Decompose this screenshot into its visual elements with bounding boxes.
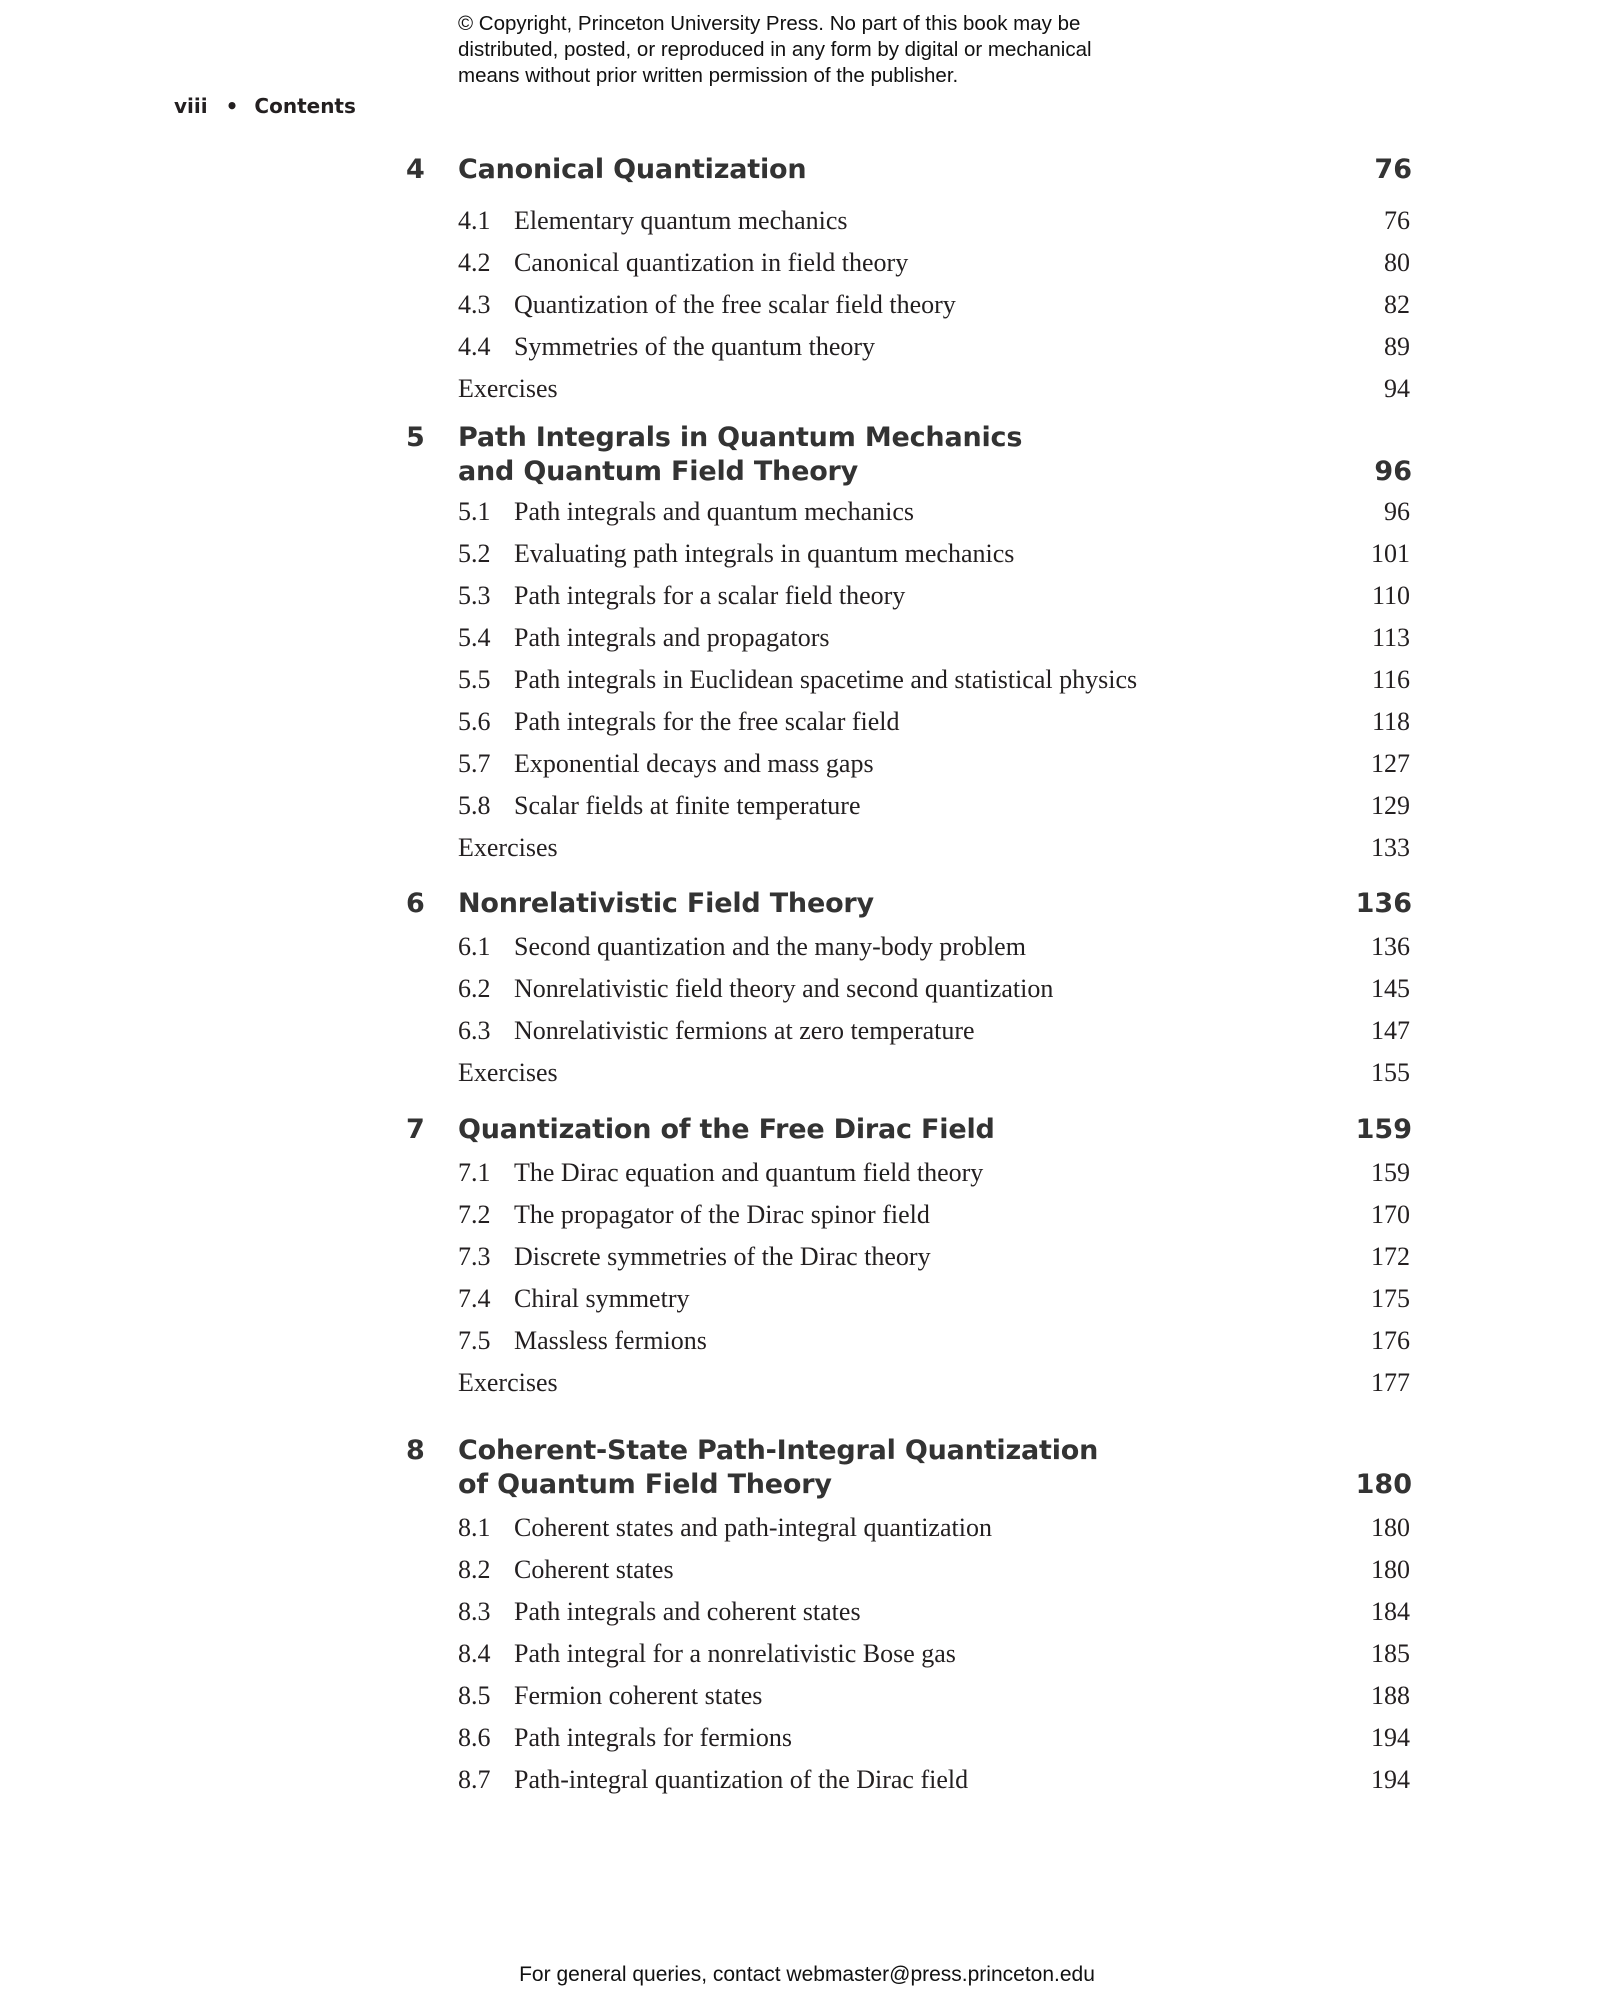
section-number: 8.7: [458, 1765, 491, 1794]
section-number: 5.7: [458, 749, 491, 778]
section-number: 8.1: [458, 1513, 491, 1542]
section-number: 6.3: [458, 1016, 491, 1045]
running-head: [174, 94, 356, 118]
chapter-title: [458, 887, 1258, 921]
section-number: 7.3: [458, 1242, 491, 1271]
section-number: 7.1: [458, 1158, 491, 1187]
section-page-number: 147: [1371, 1016, 1410, 1045]
section-page-number: 82: [1384, 290, 1410, 319]
section-page-number: 80: [1384, 248, 1410, 277]
section-number: 4.3: [458, 290, 491, 319]
toc-entry: [0, 242, 1600, 284]
section-number: 7.2: [458, 1200, 491, 1229]
section-number: 8.4: [458, 1639, 491, 1668]
toc-entry: [0, 200, 1600, 242]
chapter-number: 4: [406, 154, 425, 185]
section-title: Evaluating path integrals in quantum mechanics: [514, 539, 1015, 568]
toc-entry: [0, 1549, 1600, 1591]
section-page-number: 76: [1384, 206, 1410, 235]
chapter-number: 8: [406, 1435, 425, 1466]
toc-entry: [0, 1236, 1600, 1278]
footer-text: For general queries, contact webmaster@press.princeton.edu: [519, 1963, 1095, 1986]
toc-entry: [0, 617, 1600, 659]
toc-entry: [0, 701, 1600, 743]
toc-entry: [0, 1320, 1600, 1362]
section-page-number: 176: [1371, 1326, 1410, 1355]
section-page-number: 188: [1371, 1681, 1410, 1710]
toc-entry: [0, 1633, 1600, 1675]
section-page-number: 89: [1384, 332, 1410, 361]
section-number: 5.5: [458, 665, 491, 694]
section-page-number: 129: [1371, 791, 1410, 820]
chapter-title-line: of Quantum Field Theory: [458, 1469, 832, 1500]
section-page-number: 145: [1371, 974, 1410, 1003]
section-number: 5.2: [458, 539, 491, 568]
section-title: Path integrals and propagators: [514, 623, 830, 652]
section-page-number: 155: [1371, 1058, 1410, 1087]
toc-entry: [0, 1591, 1600, 1633]
section-number: 8.2: [458, 1555, 491, 1584]
copyright-line: distributed, posted, or reproduced in any form by digital or mechanical: [458, 38, 1092, 61]
chapter-page-number: 159: [1355, 1114, 1412, 1145]
section-page-number: 101: [1371, 539, 1410, 568]
exercises-label: Exercises: [458, 374, 558, 403]
exercises-label: Exercises: [458, 1368, 558, 1397]
chapter-title-line: Nonrelativistic Field Theory: [458, 888, 874, 919]
section-title: Discrete symmetries of the Dirac theory: [514, 1242, 931, 1271]
section-number: 5.8: [458, 791, 491, 820]
section-title: Nonrelativistic fermions at zero temperature: [514, 1016, 975, 1045]
toc-exercises-entry: [0, 368, 1600, 410]
toc-entry: [0, 785, 1600, 827]
section-number: 4.2: [458, 248, 491, 277]
toc-entry: [0, 1717, 1600, 1759]
section-title: Fermion coherent states: [514, 1681, 763, 1710]
toc-entry: [0, 1675, 1600, 1717]
chapter-title-line: and Quantum Field Theory: [458, 456, 859, 487]
section-title: Elementary quantum mechanics: [514, 206, 848, 235]
section-number: 5.1: [458, 497, 491, 526]
section-title: Path integral for a nonrelativistic Bose gas: [514, 1639, 956, 1668]
toc-entry: [0, 1152, 1600, 1194]
section-title: Nonrelativistic field theory and second quantization: [514, 974, 1054, 1003]
chapter-title: [458, 153, 1258, 187]
exercises-label: Exercises: [458, 1058, 558, 1087]
section-number: 5.6: [458, 707, 491, 736]
section-page-number: 194: [1371, 1765, 1410, 1794]
toc-entry: [0, 1194, 1600, 1236]
chapter-title: [458, 421, 1258, 489]
section-page-number: 110: [1371, 581, 1410, 610]
section-number: 4.1: [458, 206, 491, 235]
toc-entry: [0, 968, 1600, 1010]
section-title: Massless fermions: [514, 1326, 707, 1355]
section-title: Quantization of the free scalar field theory: [514, 290, 956, 319]
section-title: Path integrals for a scalar field theory: [514, 581, 906, 610]
section-page-number: 180: [1371, 1555, 1410, 1584]
chapter-number: 6: [406, 888, 425, 919]
section-page-number: 127: [1371, 749, 1410, 778]
chapter-page-number: 76: [1374, 154, 1412, 185]
chapter-title-line: Coherent-State Path-Integral Quantization: [458, 1435, 1099, 1466]
exercises-label: Exercises: [458, 833, 558, 862]
toc-entry: [0, 1010, 1600, 1052]
section-title: Path integrals and quantum mechanics: [514, 497, 915, 526]
chapter-title-line: Canonical Quantization: [458, 154, 807, 185]
section-number: 8.5: [458, 1681, 491, 1710]
running-head-bullet: •: [225, 94, 239, 118]
section-page-number: 113: [1371, 623, 1410, 652]
toc-exercises-entry: [0, 1052, 1600, 1094]
section-number: 8.6: [458, 1723, 491, 1752]
section-title: Coherent states: [514, 1555, 674, 1584]
toc-entry: [0, 491, 1600, 533]
chapter-number: 7: [406, 1114, 425, 1145]
chapter-page-number: 180: [1355, 1469, 1412, 1500]
section-title: Coherent states and path-integral quantization: [514, 1513, 992, 1542]
section-number: 7.4: [458, 1284, 491, 1313]
section-title: Scalar fields at finite temperature: [514, 791, 861, 820]
section-title: Path-integral quantization of the Dirac field: [514, 1765, 969, 1794]
section-title: Symmetries of the quantum theory: [514, 332, 876, 361]
running-head-page: viii: [174, 94, 208, 118]
section-page-number: 96: [1384, 497, 1410, 526]
section-page-number: 180: [1371, 1513, 1410, 1542]
section-page-number: 170: [1371, 1200, 1410, 1229]
section-page-number: 94: [1384, 374, 1410, 403]
chapter-title-line: Path Integrals in Quantum Mechanics: [458, 422, 1023, 453]
section-title: Path integrals and coherent states: [514, 1597, 861, 1626]
section-page-number: 185: [1371, 1639, 1410, 1668]
section-number: 5.4: [458, 623, 491, 652]
section-number: 7.5: [458, 1326, 491, 1355]
toc-entry: [0, 1507, 1600, 1549]
section-page-number: 136: [1371, 932, 1410, 961]
chapter-page-number: 136: [1355, 888, 1412, 919]
chapter-page-number: 96: [1374, 456, 1412, 487]
section-number: 6.1: [458, 932, 491, 961]
section-title: Exponential decays and mass gaps: [514, 749, 874, 778]
section-page-number: 159: [1371, 1158, 1410, 1187]
section-title: The propagator of the Dirac spinor field: [514, 1200, 930, 1229]
running-head-title: Contents: [254, 94, 356, 118]
toc-entry: [0, 575, 1600, 617]
copyright-line: © Copyright, Princeton University Press. No part of this book may be: [458, 12, 1081, 35]
section-title: Path integrals in Euclidean spacetime and statistical physics: [514, 665, 1138, 694]
section-title: The Dirac equation and quantum field theory: [514, 1158, 984, 1187]
toc-entry: [0, 926, 1600, 968]
toc-entry: [0, 659, 1600, 701]
section-title: Path integrals for fermions: [514, 1723, 792, 1752]
footer-contact: [0, 1963, 1600, 1987]
copyright-notice: [458, 11, 1178, 89]
section-page-number: 175: [1371, 1284, 1410, 1313]
chapter-title: [458, 1113, 1258, 1147]
toc-entry: [0, 1278, 1600, 1320]
section-number: 4.4: [458, 332, 491, 361]
toc-entry: [0, 533, 1600, 575]
section-title: Path integrals for the free scalar field: [514, 707, 900, 736]
section-title: Second quantization and the many-body problem: [514, 932, 1026, 961]
toc-entry: [0, 284, 1600, 326]
section-page-number: 194: [1371, 1723, 1410, 1752]
section-title: Canonical quantization in field theory: [514, 248, 909, 277]
section-page-number: 184: [1371, 1597, 1410, 1626]
toc-entry: [0, 743, 1600, 785]
section-page-number: 133: [1371, 833, 1410, 862]
chapter-title: [458, 1434, 1258, 1502]
toc-entry: [0, 326, 1600, 368]
section-page-number: 118: [1371, 707, 1410, 736]
toc-entry: [0, 1759, 1600, 1801]
section-page-number: 177: [1371, 1368, 1410, 1397]
chapter-title-line: Quantization of the Free Dirac Field: [458, 1114, 995, 1145]
section-number: 5.3: [458, 581, 491, 610]
section-number: 6.2: [458, 974, 491, 1003]
copyright-line: means without prior written permission of the publisher.: [458, 64, 959, 87]
section-page-number: 172: [1371, 1242, 1410, 1271]
toc-exercises-entry: [0, 827, 1600, 869]
chapter-number: 5: [406, 422, 425, 453]
section-title: Chiral symmetry: [514, 1284, 690, 1313]
toc-exercises-entry: [0, 1362, 1600, 1404]
section-number: 8.3: [458, 1597, 491, 1626]
section-page-number: 116: [1371, 665, 1410, 694]
